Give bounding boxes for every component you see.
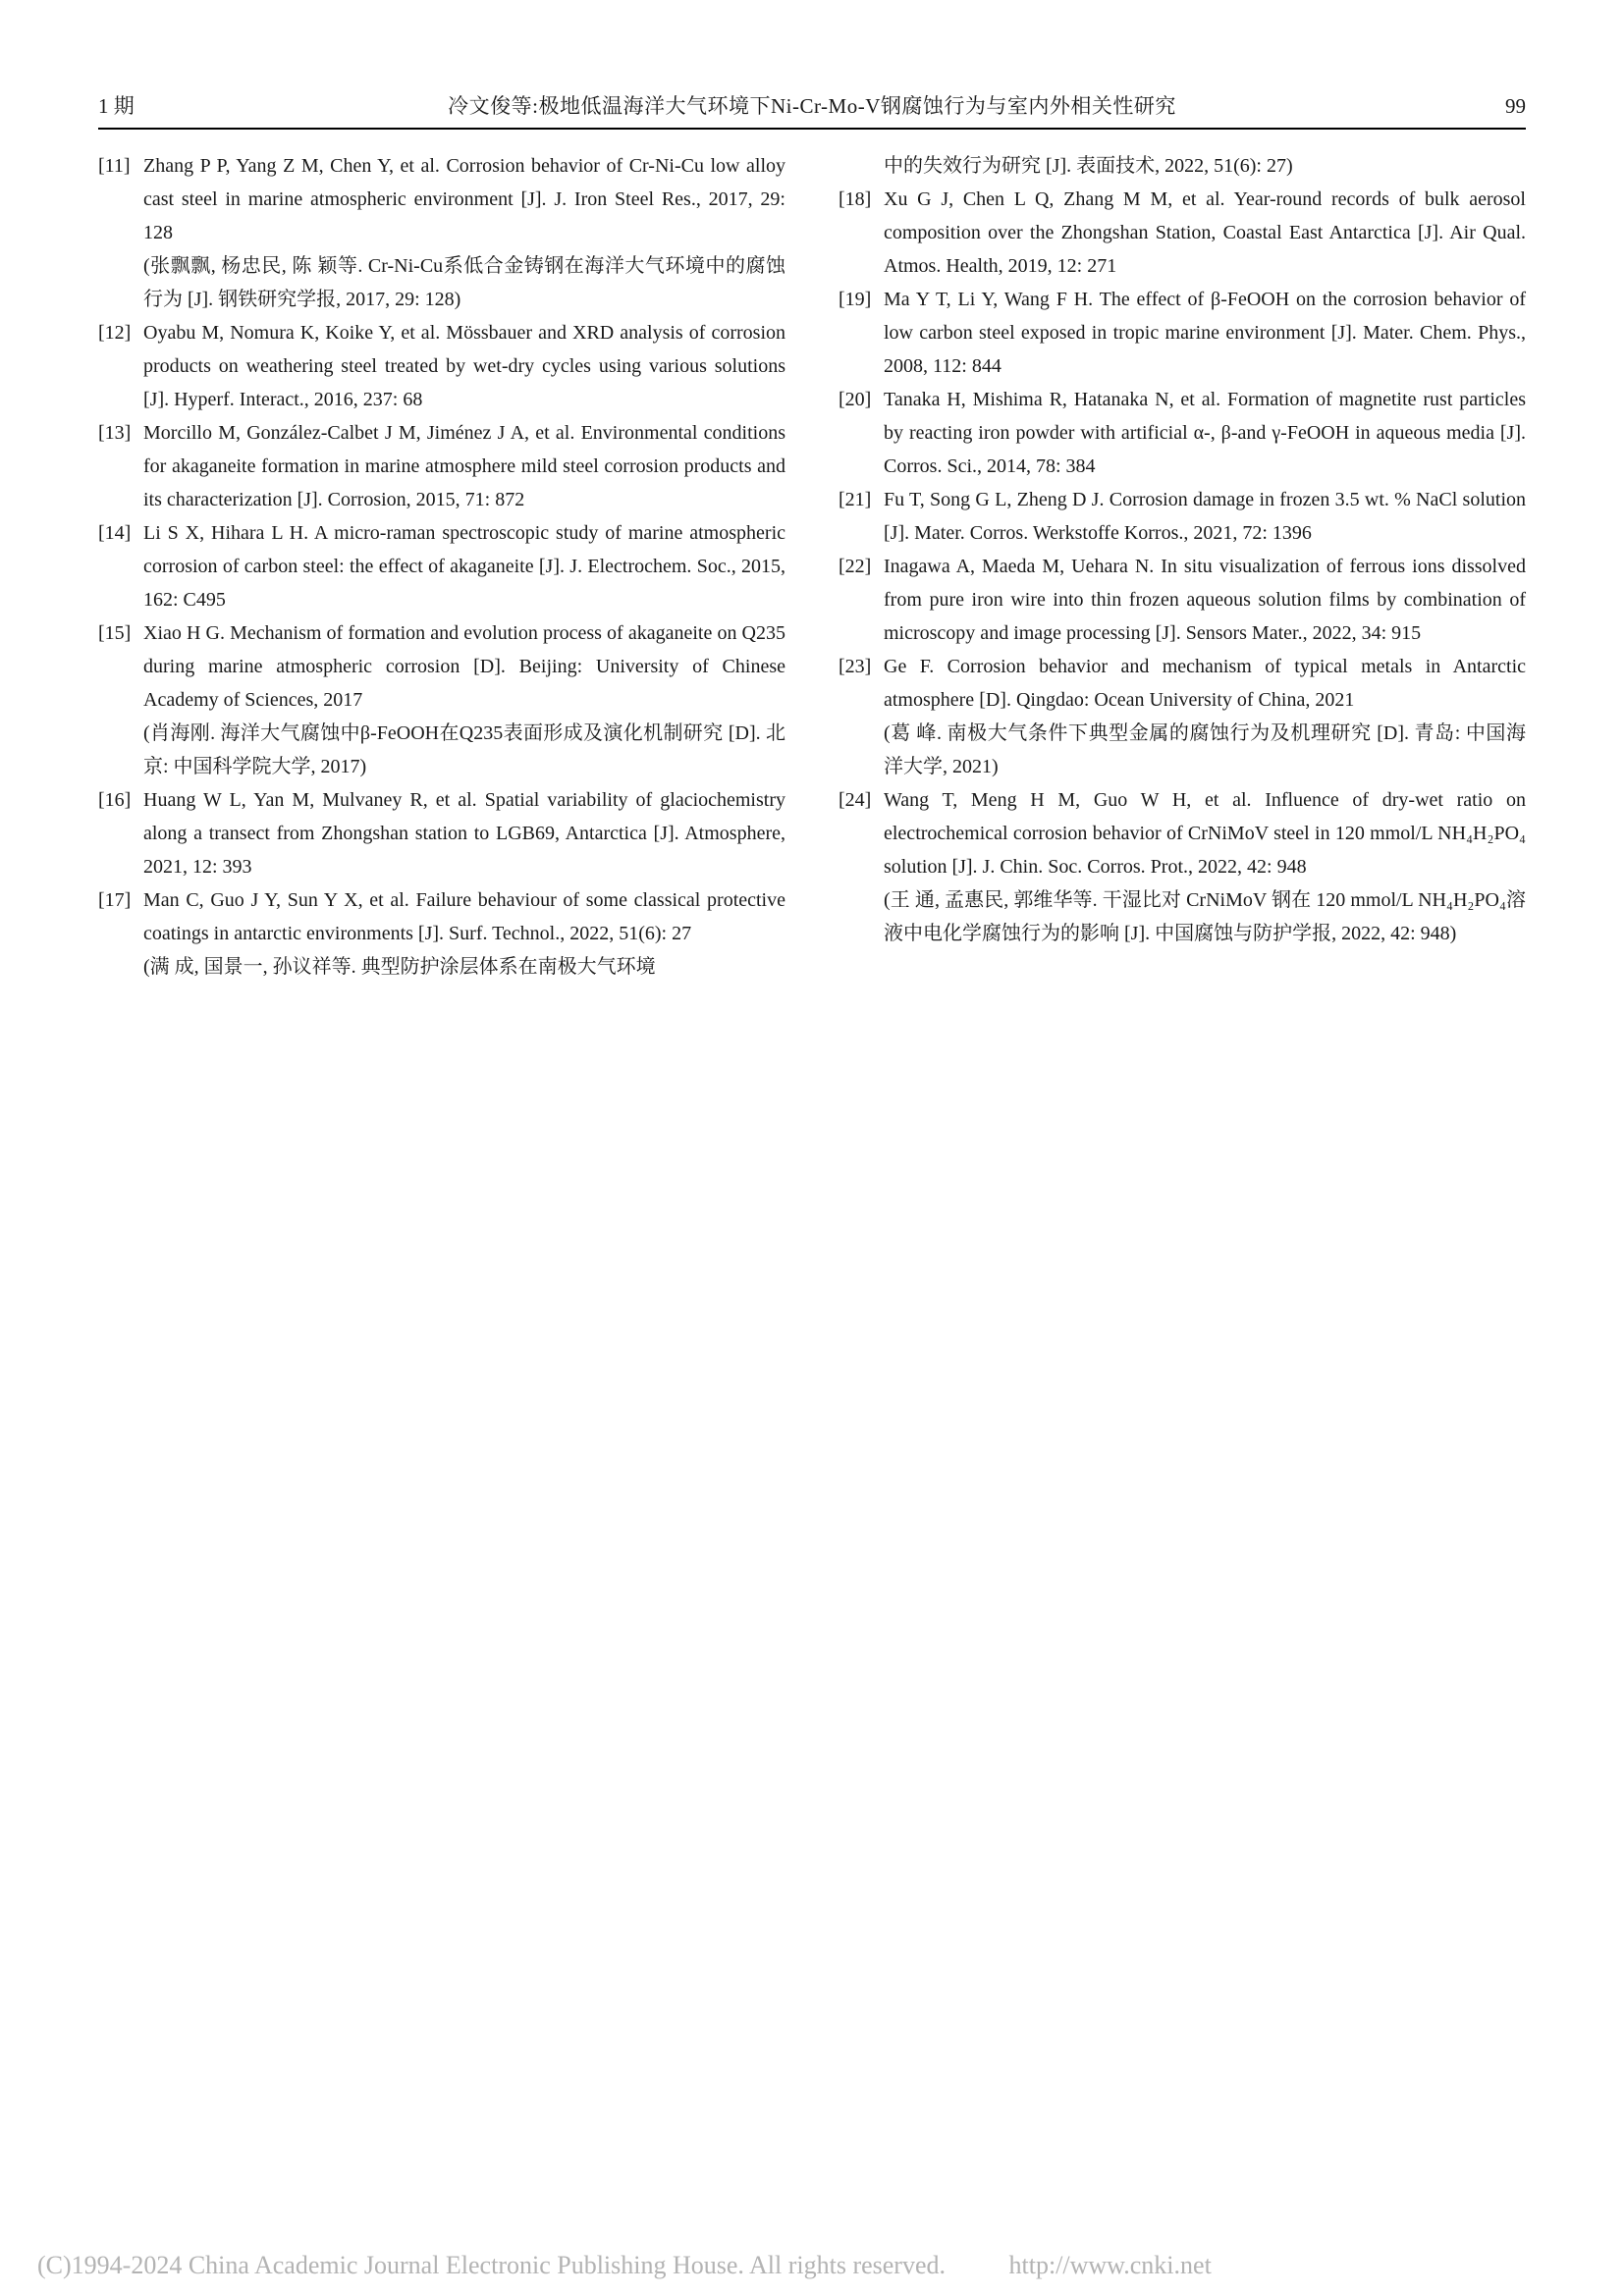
reference-label: [18] [839, 188, 872, 210]
reference-text-en: Ge F. Corrosion behavior and mechanism of typical metals in Antarctic atmosphere [D]. Qingdao: Ocean University of China, 2021 [884, 656, 1526, 711]
reference-text-en: Xu G J, Chen L Q, Zhang M M, et al. Year-round records of bulk aerosol composition over the Zhongshan Station, Coastal East Antarctica [J]. Air Qual. Atmos. Health, 2019, 12: 271 [884, 188, 1526, 277]
reference-item [98, 783, 785, 883]
reference-label: [20] [839, 389, 872, 410]
copyright-notice: (C)1994-2024 China Academic Journal Electronic Publishing House. All rights reserved. [37, 2251, 946, 2279]
reference-text-en: Morcillo M, González-Calbet J M, Jiménez J A, et al. Environmental conditions for akaganeite formation in marine atmosphere mild steel corrosion products and its characterization [J]. Corrosion, 2015, 71: 872 [143, 422, 785, 510]
reference-item [98, 149, 785, 316]
reference-label: [24] [839, 789, 872, 811]
reference-label: [14] [98, 522, 132, 544]
reference-item [839, 383, 1526, 483]
reference-label: [23] [839, 656, 872, 677]
reference-text-cn: (葛 峰. 南极大气条件下典型金属的腐蚀行为及机理研究 [D]. 青岛: 中国海洋大学, 2021) [884, 722, 1526, 777]
left-column [98, 149, 785, 984]
reference-item [98, 316, 785, 416]
page-footer [37, 2251, 1212, 2280]
reference-text-en: Oyabu M, Nomura K, Koike Y, et al. Mössbauer and XRD analysis of corrosion products on weathering steel treated by wet-dry cycles using various solutions [J]. Hyperf. Interact., 2016, 237: 68 [143, 322, 785, 410]
reference-item [839, 283, 1526, 383]
reference-label: [12] [98, 322, 132, 344]
reference-text-cn: (肖海刚. 海洋大气腐蚀中β-FeOOH在Q235表面形成及演化机制研究 [D]. 北京: 中国科学院大学, 2017) [143, 722, 785, 777]
reference-text-en: Tanaka H, Mishima R, Hatanaka N, et al. Formation of magnetite rust particles by reacting iron powder with artificial α-, β-and γ-FeOOH in aqueous media [J]. Corros. Sci., 2014, 78: 384 [884, 389, 1526, 477]
reference-text-en: Ma Y T, Li Y, Wang F H. The effect of β-FeOOH on the corrosion behavior of low carbon steel exposed in tropic marine environment [J]. Mater. Chem. Phys., 2008, 112: 844 [884, 289, 1526, 377]
reference-text-en: Zhang P P, Yang Z M, Chen Y, et al. Corrosion behavior of Cr-Ni-Cu low alloy cast steel in marine atmospheric environment [J]. J. Iron Steel Res., 2017, 29: 128 [143, 155, 785, 243]
reference-item [98, 883, 785, 984]
reference-text-cn: (张飘飘, 杨忠民, 陈 颖等. Cr-Ni-Cu系低合金铸钢在海洋大气环境中的腐蚀行为 [J]. 钢铁研究学报, 2017, 29: 128) [143, 255, 785, 310]
reference-text-en: Li S X, Hihara L H. A micro-raman spectroscopic study of marine atmospheric corrosion of carbon steel: the effect of akaganeite [J]. J. Electrochem. Soc., 2015, 162: C495 [143, 522, 785, 611]
reference-label: [17] [98, 889, 132, 911]
reference-item [98, 616, 785, 783]
references-section [98, 149, 1526, 984]
running-title: 冷文俊等:极地低温海洋大气环境下Ni-Cr-Mo-V钢腐蚀行为与室内外相关性研究 [448, 94, 1176, 118]
reference-label: [13] [98, 422, 132, 444]
reference-text-en: Wang T, Meng H M, Guo W H, et al. Influence of dry-wet ratio on electrochemical corrosion behavior of CrNiMoV steel in 120 mmol/L NH₄H₂PO₄ solution [J]. J. Chin. Soc. Corros. Prot., 2022, 42: 948 [884, 789, 1526, 878]
reference-item [98, 416, 785, 516]
header-divider [98, 128, 1526, 130]
reference-label: [15] [98, 622, 132, 644]
reference-text-en: Man C, Guo J Y, Sun Y X, et al. Failure behaviour of some classical protective coatings in antarctic environments [J]. Surf. Technol., 2022, 51(6): 27 [143, 889, 785, 944]
reference-item [839, 483, 1526, 550]
reference-item [839, 783, 1526, 950]
reference-label: [11] [98, 155, 131, 177]
page-number: 99 [1505, 94, 1526, 118]
reference-text-en: Fu T, Song G L, Zheng D J. Corrosion damage in frozen 3.5 wt. % NaCl solution [J]. Mater. Corros. Werkstoffe Korros., 2021, 72: 1396 [884, 489, 1526, 544]
reference-text-en: Huang W L, Yan M, Mulvaney R, et al. Spatial variability of glaciochemistry along a transect from Zhongshan station to LGB69, Antarctica [J]. Atmosphere, 2021, 12: 393 [143, 789, 785, 878]
publisher-url: http://www.cnki.net [1008, 2251, 1212, 2279]
page-header [98, 90, 1526, 120]
journal-issue: 1 期 [98, 94, 135, 118]
reference-continuation: 中的失效行为研究 [J]. 表面技术, 2022, 51(6): 27) [884, 155, 1293, 177]
reference-text-en: Inagawa A, Maeda M, Uehara N. In situ visualization of ferrous ions dissolved from pure iron wire into thin frozen aqueous solution films by combination of microscopy and image processing [J]. Sensors Mater., 2022, 34: 915 [884, 556, 1526, 644]
reference-item [98, 516, 785, 616]
reference-text-cn: (满 成, 国景一, 孙议祥等. 典型防护涂层体系在南极大气环境 [143, 956, 656, 978]
reference-text-en: Xiao H G. Mechanism of formation and evolution process of akaganeite on Q235 during marine atmospheric corrosion [D]. Beijing: University of Chinese Academy of Sciences, 2017 [143, 622, 785, 711]
reference-item [839, 650, 1526, 783]
reference-item [839, 183, 1526, 283]
reference-label: [21] [839, 489, 872, 510]
right-column [839, 149, 1526, 984]
reference-label: [16] [98, 789, 132, 811]
reference-text-cn: (王 通, 孟惠民, 郭维华等. 干湿比对 CrNiMoV 钢在 120 mmol/L NH₄H₂PO₄溶液中电化学腐蚀行为的影响 [J]. 中国腐蚀与防护学报, 2022, 42: 948) [884, 889, 1526, 944]
reference-label: [22] [839, 556, 872, 577]
reference-label: [19] [839, 289, 872, 310]
reference-item [839, 550, 1526, 650]
